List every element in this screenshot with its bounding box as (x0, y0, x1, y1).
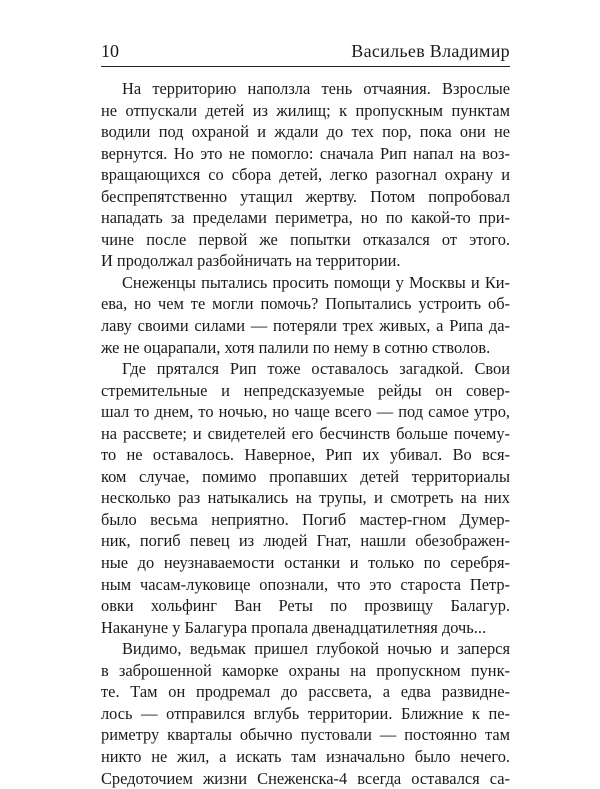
text-line: вернутся. Но это не помогло: сначала Рип напал на воз- (101, 143, 510, 165)
text-line: те. Там он продремал до рассвета, а едва развидне- (101, 681, 510, 703)
text-line: ные до неузнаваемости останки и только по серебря- (101, 552, 510, 574)
text-line: нападать за пределами периметра, но по какой-то при- (101, 207, 510, 229)
text-line: несколько раз натыкались на трупы, и смотреть на них (101, 487, 510, 509)
text-line: было весьма неприятно. Погиб мастер-гном Думер- (101, 509, 510, 531)
text-line: на рассвете; и свидетелей его бесчинств больше почему- (101, 423, 510, 445)
text-line: ева, но чем те могли помочь? Попытались устроить об- (101, 293, 510, 315)
body-text (101, 78, 510, 789)
text-line: в заброшенной каморке охраны на пропускном пунк- (101, 660, 510, 682)
text-line: не отпускали детей из жилищ; к пропускным пунктам (101, 100, 510, 122)
text-line: И продолжал разбойничать на территории. (101, 250, 510, 272)
text-line: шал то днем, то ночью, но чаще всего — под самое утро, (101, 401, 510, 423)
running-title: Васильев Владимир (351, 40, 510, 62)
text-line: Накануне у Балагура пропала двенадцатилетняя дочь... (101, 617, 510, 639)
text-line: ник, погиб певец из людей Гнат, нашли обезображен- (101, 530, 510, 552)
text-line: На территорию наползла тень отчаяния. Взрослые (101, 78, 510, 100)
text-line: вращающихся со сбора детей, легко разогнал охрану и (101, 164, 510, 186)
text-line: риметру кварталы обычно пустовали — постоянно там (101, 724, 510, 746)
text-line: Где прятался Рип тоже оставалось загадкой. Свои (101, 358, 510, 380)
running-head (101, 40, 510, 62)
text-line: лаву своими силами — потеряли трех живых, а Рипа да- (101, 315, 510, 337)
text-line: Видимо, ведьмак пришел глубокой ночью и заперся (101, 638, 510, 660)
text-line: же не оцарапали, хотя палили по нему в сотню стволов. (101, 337, 510, 359)
text-line: ным часам-луковице опознали, что это староста Петр- (101, 574, 510, 596)
text-line: водили под охраной и ждали до тех пор, пока они не (101, 121, 510, 143)
text-line: ком случае, помимо пропавших детей территориалы (101, 466, 510, 488)
text-line: овки хольфинг Ван Реты по прозвищу Балагур. (101, 595, 510, 617)
header-rule (101, 66, 510, 67)
text-line: никто не жил, а искать там изначально было нечего. (101, 746, 510, 768)
page-number: 10 (101, 40, 119, 62)
text-line: то не оставалось. Наверное, Рип их убивал. Во вся- (101, 444, 510, 466)
text-line: чине после первой же попытки отказался от этого. (101, 229, 510, 251)
text-line: Средоточием жизни Снеженска-4 всегда оставался са- (101, 768, 510, 789)
text-line: Снеженцы пытались просить помощи у Москвы и Ки- (101, 272, 510, 294)
text-line: лось — отправился вглубь территории. Ближние к пе- (101, 703, 510, 725)
text-line: стремительные и непредсказуемые рейды он совер- (101, 380, 510, 402)
text-line: беспрепятственно утащил жертву. Потом попробовал (101, 186, 510, 208)
